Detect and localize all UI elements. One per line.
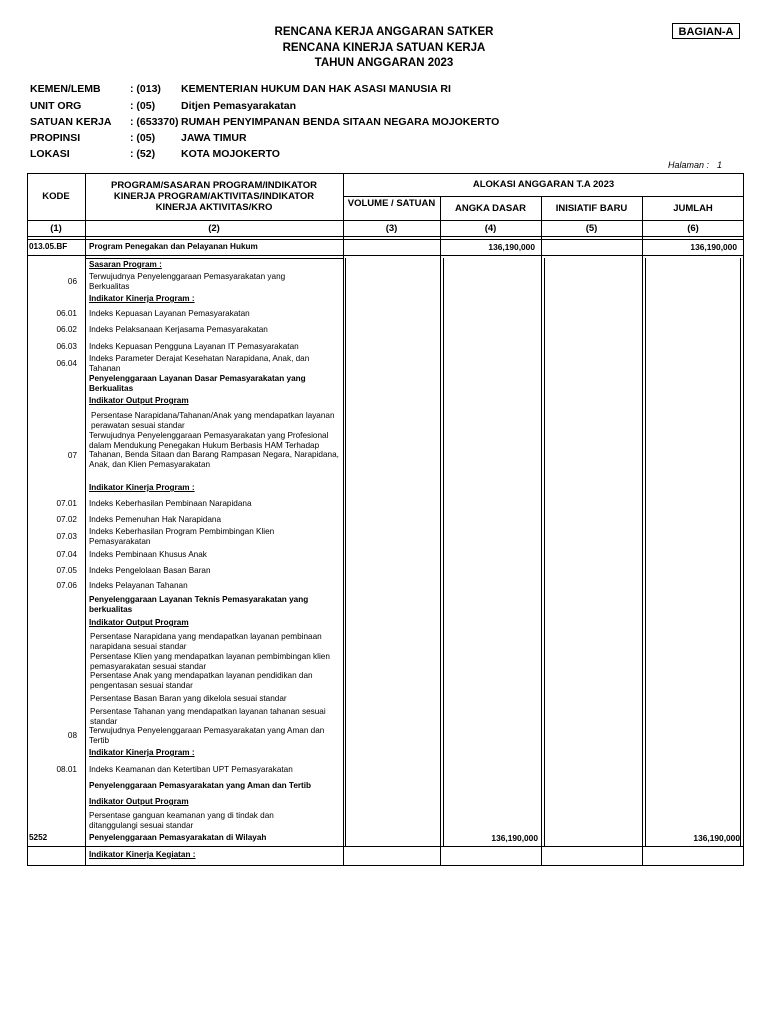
row-kode: 07.04 xyxy=(56,550,77,559)
info-label: LOKASI xyxy=(30,148,70,160)
row-desc: Indeks Keberhasilan Pembinaan Narapidana xyxy=(89,499,252,508)
info-code: : (52) xyxy=(130,148,156,160)
row-angka-dasar: 136,190,000 xyxy=(491,833,538,843)
col-header-angka-dasar: ANGKA DASAR xyxy=(455,203,526,214)
row-desc: Sasaran Program : xyxy=(89,260,162,269)
divider xyxy=(85,258,343,259)
row-kode: 07.05 xyxy=(56,566,77,575)
row-kode: 06.01 xyxy=(56,309,77,318)
row-desc: Persentase ganguan keamanan yang di tindak dan ditanggulangi sesuai standar xyxy=(89,811,274,830)
page-indicator xyxy=(668,160,722,170)
row-desc: Indeks Pembinaan Khusus Anak xyxy=(89,550,207,559)
divider xyxy=(27,846,744,847)
divider xyxy=(27,255,744,256)
divider xyxy=(443,258,444,846)
info-label: UNIT ORG xyxy=(30,100,82,112)
row-desc: Indikator Kinerja Kegiatan : xyxy=(89,850,196,859)
row-kode: 08 xyxy=(67,731,77,740)
row-desc: Persentase Basan Baran yang dikelola sesuai standar xyxy=(90,694,287,703)
row-kode: 08.01 xyxy=(56,765,77,774)
divider xyxy=(27,220,744,221)
divider xyxy=(642,196,643,866)
row-kode: 06 xyxy=(67,277,77,286)
report-subtitle: RENCANA KINERJA SATUAN KERJA xyxy=(282,42,486,54)
page-number: 1 xyxy=(717,160,723,170)
info-code: : (653370) xyxy=(130,116,179,128)
divider xyxy=(27,239,744,240)
row-jumlah: 136,190,000 xyxy=(693,833,740,843)
row-desc: Indeks Pelayanan Tahanan xyxy=(89,581,188,590)
col-number: (4) xyxy=(484,223,497,234)
info-value: KOTA MOJOKERTO xyxy=(181,148,280,160)
row-kode: 07 xyxy=(67,451,77,460)
info-code: : (05) xyxy=(130,132,156,144)
row-desc: Indeks Kepuasan Pengguna Layanan IT Pemasyarakatan xyxy=(89,342,299,351)
row-desc: Indeks Pelaksanaan Kerjasama Pemasyarakatan xyxy=(89,325,268,334)
col-header-volume: VOLUME / SATUAN xyxy=(347,198,436,209)
row-kode: 07.06 xyxy=(56,581,77,590)
row-desc: Indeks Pengelolaan Basan Baran xyxy=(89,566,211,575)
row-desc: Indeks Parameter Derajat Kesehatan Narapidana, Anak, dan Tahanan xyxy=(89,354,310,373)
row-jumlah: 136,190,000 xyxy=(690,242,737,252)
row-desc: Penyelenggaraan Pemasyarakatan yang Aman dan Tertib xyxy=(89,781,312,790)
row-desc: Terwujudnya Penyelenggaraan Pemasyarakatan yang Profesional dalam Mendukung Penegakan Hukum Berbasis HAM Terhadap Tahanan, Benda Sitaan dan Barang Rampasan Negara, Narapidana, Anak, dan Klien Pemasyarakatan xyxy=(89,431,339,469)
info-label: SATUAN KERJA xyxy=(30,116,112,128)
row-desc: Indikator Output Program xyxy=(89,797,189,806)
divider xyxy=(345,258,346,846)
col-header-program: PROGRAM/SASARAN PROGRAM/INDIKATOR KINERJA PROGRAM/AKTIVITAS/INDIKATOR KINERJA AKTIVITAS/KRO xyxy=(110,180,317,213)
info-value: Ditjen Pemasyarakatan xyxy=(181,100,296,112)
row-desc: Persentase Anak yang mendapatkan layanan pendidikan dan pengentasan sesuai standar xyxy=(90,671,313,690)
info-label: PROPINSI xyxy=(30,132,81,144)
section-badge: BAGIAN-A xyxy=(672,23,740,39)
row-desc: Indikator Kinerja Program : xyxy=(89,483,195,492)
divider xyxy=(85,173,86,866)
divider xyxy=(544,258,545,846)
row-kode: 07.03 xyxy=(56,532,77,541)
col-header-inisiatif-baru: INISIATIF BARU xyxy=(555,203,628,214)
col-header-kode: KODE xyxy=(42,191,70,202)
report-title: RENCANA KERJA ANGGARAN SATKER xyxy=(274,26,494,38)
row-kode: 07.02 xyxy=(56,515,77,524)
row-desc: Persentase Narapidana yang mendapatkan layanan pembinaan narapidana sesuai standar xyxy=(90,632,322,651)
col-number: (1) xyxy=(50,223,62,234)
row-desc: Penyelenggaraan Pemasyarakatan di Wilayah xyxy=(89,833,267,842)
row-kode: 06.03 xyxy=(56,342,77,351)
row-kode: 07.01 xyxy=(56,499,77,508)
row-desc: Penyelenggaraan Layanan Dasar Pemasyarakatan yang Berkualitas xyxy=(89,374,306,393)
row-kode: 013.05.BF xyxy=(29,242,68,251)
row-kode: 5252 xyxy=(29,833,48,842)
divider xyxy=(740,258,741,846)
row-desc: Indikator Kinerja Program : xyxy=(89,294,195,303)
divider xyxy=(343,196,744,197)
report-year: TAHUN ANGGARAN 2023 xyxy=(314,57,454,69)
divider xyxy=(645,258,646,846)
row-desc: Terwujudnya Penyelenggaraan Pemasyarakatan yang Berkualitas xyxy=(89,272,286,291)
info-value: JAWA TIMUR xyxy=(181,132,247,144)
row-desc: Indikator Output Program xyxy=(89,396,189,405)
page-label: Halaman : xyxy=(668,160,710,170)
divider xyxy=(440,196,441,866)
row-desc: Indikator Output Program xyxy=(89,618,189,627)
row-kode: 06.02 xyxy=(56,325,77,334)
row-desc: Persentase Narapidana/Tahanan/Anak yang mendapatkan layanan perawatan sesuai standar xyxy=(91,411,335,430)
row-angka-dasar: 136,190,000 xyxy=(488,242,535,252)
row-desc: Indikator Kinerja Program : xyxy=(89,748,195,757)
row-desc: Persentase Tahanan yang mendapatkan layanan tahanan sesuai standar xyxy=(90,707,326,726)
row-desc: Indeks Kepuasan Layanan Pemasyarakatan xyxy=(89,309,250,318)
divider xyxy=(343,173,344,866)
info-code: : (013) xyxy=(130,83,161,95)
col-number: (3) xyxy=(385,223,398,234)
divider xyxy=(541,196,542,866)
col-header-alokasi: ALOKASI ANGGARAN T.A 2023 xyxy=(472,179,615,190)
col-number: (5) xyxy=(585,223,598,234)
row-desc: Persentase Klien yang mendapatkan layanan pembimbingan klien pemasyarakatan sesuai standar xyxy=(90,652,330,671)
col-number: (6) xyxy=(687,223,699,234)
info-value: KEMENTERIAN HUKUM DAN HAK ASASI MANUSIA RI xyxy=(181,83,451,95)
row-desc: Program Penegakan dan Pelayanan Hukum xyxy=(89,242,258,251)
col-header-jumlah: JUMLAH xyxy=(673,203,713,214)
row-desc: Indeks Keberhasilan Program Pembimbingan Klien Pemasyarakatan xyxy=(89,527,275,546)
row-desc: Terwujudnya Penyelenggaraan Pemasyarakatan yang Aman dan Tertib xyxy=(89,726,325,745)
row-kode: 06.04 xyxy=(56,359,77,368)
info-label: KEMEN/LEMB xyxy=(30,83,101,95)
col-number: (2) xyxy=(208,223,220,234)
divider xyxy=(27,236,744,237)
row-desc: Indeks Keamanan dan Ketertiban UPT Pemasyarakatan xyxy=(89,765,293,774)
row-desc: Indeks Pemenuhan Hak Narapidana xyxy=(89,515,221,524)
info-value: RUMAH PENYIMPANAN BENDA SITAAN NEGARA MOJOKERTO xyxy=(181,116,500,128)
info-code: : (05) xyxy=(130,100,156,112)
row-desc: Penyelenggaraan Layanan Teknis Pemasyarakatan yang berkualitas xyxy=(89,595,309,614)
